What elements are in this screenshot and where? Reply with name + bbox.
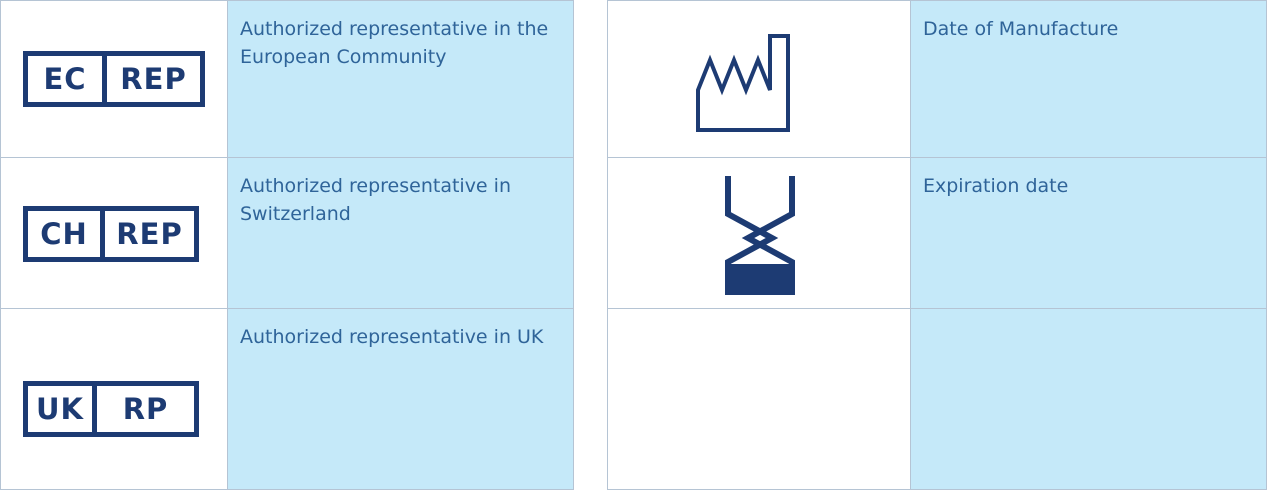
description-cell-empty	[910, 308, 1267, 490]
uk-rp-symbol-left: UK	[35, 392, 85, 426]
description-expiration-date: Expiration date	[923, 175, 1069, 197]
description-ec-rep: Authorized representative in the European Community	[240, 18, 549, 68]
description-ch-rep: Authorized representative in Switzerland	[240, 175, 511, 225]
description-cell-uk-rp	[227, 308, 574, 490]
ch-rep-symbol-left: CH	[40, 217, 88, 251]
symbol-cell-manufacture-date	[607, 0, 911, 158]
description-cell-expiration-date	[910, 157, 1267, 309]
description-cell-ch-rep	[227, 157, 574, 309]
uk-rp-symbol	[23, 381, 199, 437]
ch-rep-symbol-right: REP	[116, 217, 183, 251]
symbol-cell-empty	[607, 308, 911, 490]
symbol-cell-expiration-date	[607, 157, 911, 309]
symbol-cell-ch-rep	[0, 157, 228, 309]
description-uk-rp: Authorized representative in UK	[240, 326, 544, 348]
description-cell-ec-rep	[227, 0, 574, 158]
hourglass-icon	[722, 172, 798, 296]
description-manufacture-date: Date of Manufacture	[923, 18, 1119, 40]
uk-rp-symbol-right: RP	[122, 392, 169, 426]
ec-rep-symbol-left: EC	[43, 62, 87, 96]
description-cell-manufacture-date	[910, 0, 1267, 158]
ec-rep-symbol	[23, 51, 205, 107]
factory-icon	[694, 28, 794, 138]
ec-rep-symbol-right: REP	[120, 62, 187, 96]
symbol-cell-uk-rp	[0, 308, 228, 490]
ch-rep-symbol	[23, 206, 199, 262]
symbol-cell-ec-rep	[0, 0, 228, 158]
